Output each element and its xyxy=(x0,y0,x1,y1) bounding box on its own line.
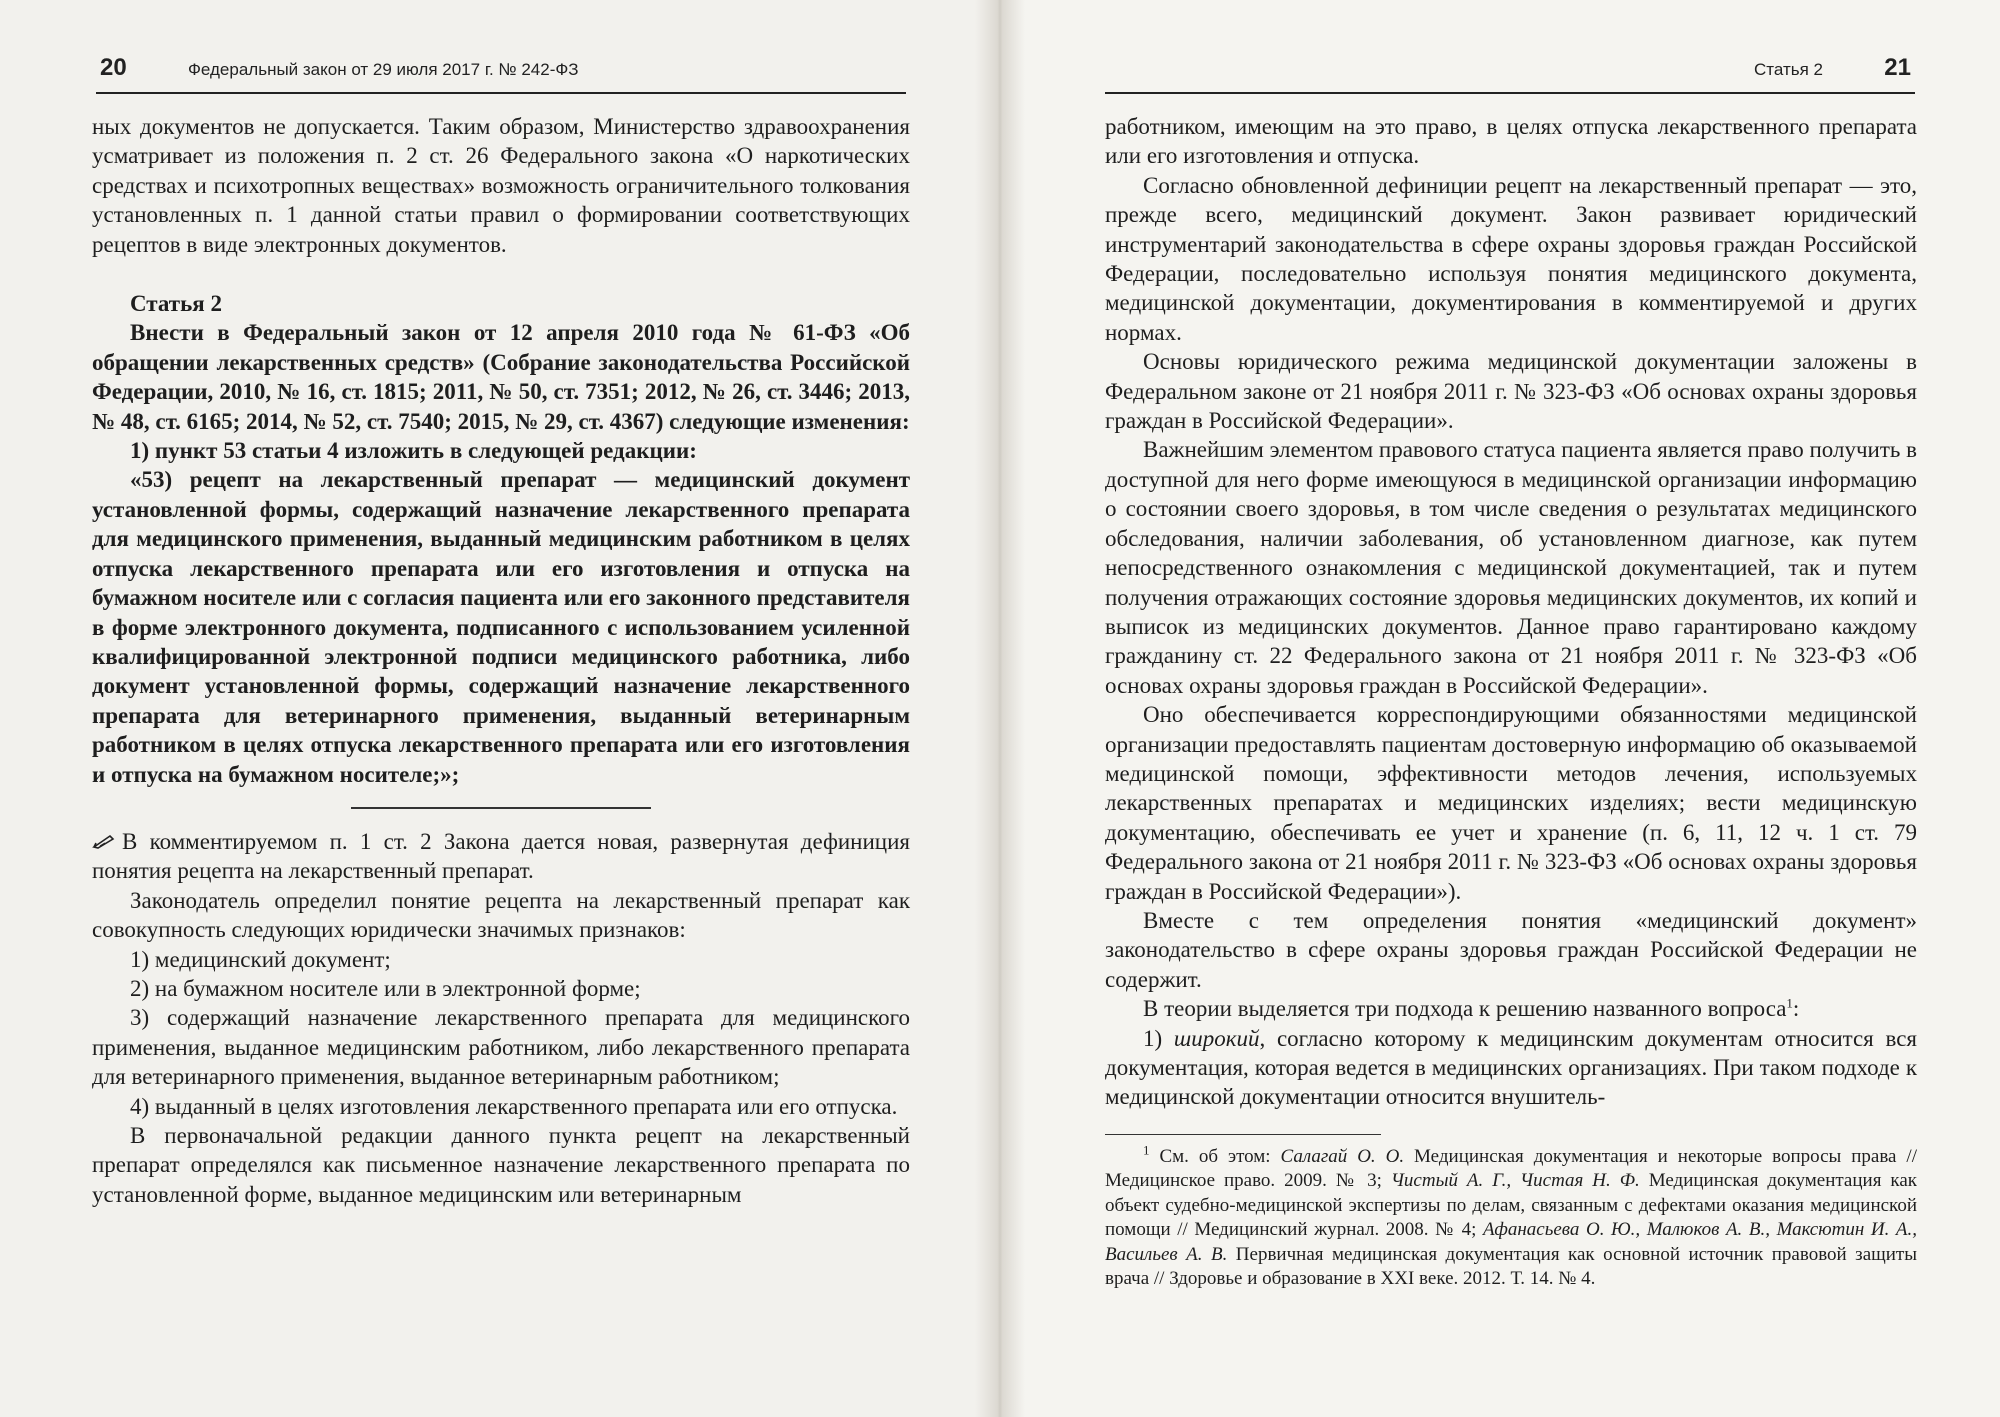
list-item: 4) выданный в целях изготовления лекарственного препарата или его отпуска. xyxy=(130,1093,898,1119)
term-italic: широкий xyxy=(1173,1025,1260,1051)
article-item: 1) пункт 53 статьи 4 изложить в следующей редакции: xyxy=(130,438,697,464)
left-running-title: Федеральный закон от 29 июля 2017 г. № 242-ФЗ xyxy=(188,60,579,79)
footnote-ref: 1 xyxy=(1786,995,1793,1011)
footnote-author: Салагай О. О. xyxy=(1280,1145,1405,1167)
footnote-author: Афанасьева О. Ю., Малюков А. В., Максютин И. А., Васильев А. В. xyxy=(1105,1219,1917,1265)
paragraph: ных документов не допускается. Таким образом, Министерство здравоохранения усматривает из положения п. 2 ст. 26 Федерального закона «О наркотических средствах и психотропных веществах» возможность ограничительного толкования установленных п. 1 данной статьи правил о формировании соответствующих рецептов в виде электронных документов. xyxy=(92,114,910,257)
right-page-number: 21 xyxy=(1884,54,1911,81)
paragraph: работником, имеющим на это право, в целях отпуска лекарственного препарата или его изготовления и отпуска. xyxy=(1105,114,1917,169)
paragraph xyxy=(1105,1024,1917,1112)
list-item: 3) содержащий назначение лекарственного препарата для медицинского применения, выданное медицинским работником, либо лекарственного препарата для ветеринарного применения, выданное ветеринарным работником; xyxy=(92,1005,910,1090)
paragraph: Вместе с тем определения понятия «медицинский документ» законодательство в сфере охраны здоровья граждан Российской Федерации не содержит. xyxy=(1105,907,1917,992)
footnote-text: Первичная медицинская документация как основной источник правовой защиты врача // Здоровье и образование в XXI веке. 2012. Т. 14. № 4. xyxy=(1105,1243,1917,1290)
footnote-author: Чистый А. Г., Чистая Н. Ф. xyxy=(1390,1170,1640,1192)
footnote-marker: 1 xyxy=(1143,1142,1150,1158)
footnote-text: См. об этом: xyxy=(1149,1145,1281,1167)
list-item: 1) медицинский документ; xyxy=(130,946,391,972)
comment-text: В комментируемом п. 1 ст. 2 Закона дается новая, развернутая дефиниция понятия рецепта на лекарственный препарат. xyxy=(92,828,910,884)
list-item: 2) на бумажном носителе или в электронной форме; xyxy=(130,975,641,1001)
article-intro: Внести в Федеральный закон от 12 апреля 2010 года № 61-ФЗ «Об обращении лекарственных средств» (Собрание законодательства Российской Федерации, 2010, № 16, ст. 1815; 2011, № 50, ст. 7351; 2012, № 26, ст. 3446; 2013, № 48, ст. 6165; 2014, № 52, ст. 7540; 2015, № 29, ст. 4367) следующие изменения: xyxy=(92,320,910,434)
header-rule xyxy=(1105,92,1915,94)
left-page-body xyxy=(92,112,910,1209)
comment-paragraph xyxy=(92,827,910,886)
article-heading: Статья 2 xyxy=(130,291,222,317)
paragraph: В первоначальной редакции данного пункта рецепт на лекарственный препарат определялся как письменное назначение лекарственного препарата по установленной форме, выданное медицинским или ветеринарным xyxy=(92,1123,910,1207)
paragraph xyxy=(1105,994,1917,1023)
section-divider xyxy=(351,807,651,809)
right-page-body xyxy=(1105,112,1917,1292)
left-page-header xyxy=(96,54,906,92)
paragraph: Оно обеспечивается корреспондирующими обязанностями медицинской организации предоставлять пациентам достоверную информацию об оказываемой медицинской помощи, эффективности методов лечения, используемых лекарственных препаратах и медицинских изделиях; вести медицинскую документацию, обеспечивать ее учет и хранение (п. 6, 11, 12 ч. 1 ст. 79 Федерального закона от 21 ноября 2011 г. № 323-ФЗ «Об основах охраны здоровья граждан в Российской Федерации»). xyxy=(1105,702,1917,904)
list-prefix: 1) xyxy=(1143,1025,1174,1051)
left-page-number: 20 xyxy=(100,54,127,81)
paragraph-end: : xyxy=(1792,996,1800,1022)
paragraph: Согласно обновленной дефиниции рецепт на лекарственный препарат — это, прежде всего, медицинский документ. Закон развивает юридический инструментарий законодательства в сфере охраны здоровья граждан Российской Федерации, последовательно используя понятия медицинского документа, медицинской документации, документирования в комментируемой и других нормах. xyxy=(1105,172,1917,345)
book-gutter xyxy=(975,0,1025,1417)
left-page xyxy=(0,0,985,1417)
header-rule xyxy=(96,92,906,94)
article-quote: «53) рецепт на лекарственный препарат — медицинский документ установленной формы, содержащий назначение лекарственного препарата для медицинского применения, выданный медицинским работником в целях отпуска лекарственного препарата или его изготовления и отпуска на бумажном носителе или с согласия пациента или его законного представителя в форме электронного документа, подписанного с использованием усиленной квалифицированной электронной подписи медицинского работника, либо документ установленной формы, содержащий назначение лекарственного препарата для ветеринарного применения, выданный ветеринарным работником в целях отпуска лекарственного препарата или его изготовления и отпуска на бумажном носителе;»; xyxy=(92,467,910,787)
paragraph-text: , согласно которому к медицинским документам относится вся документация, которая ведется в медицинских организациях. При таком подходе к медицинской документации относится внушитель- xyxy=(1105,1025,1917,1110)
right-running-title: Статья 2 xyxy=(1754,60,1823,79)
footnote-text: Медицинская документация и некоторые вопросы права // Медицинское право. 2009. № 3; xyxy=(1105,1145,1917,1192)
pencil-note-icon xyxy=(92,827,122,856)
footnote-text: Медицинская документация как объект судебно-медицинской экспертизы по делам, связанным с дефектами оказания медицинской помощи // Медицинский журнал. 2008. № 4; xyxy=(1105,1170,1917,1241)
paragraph-text: В теории выделяется три подхода к решению названного вопроса xyxy=(1143,996,1787,1022)
paragraph: Законодатель определил понятие рецепта на лекарственный препарат как совокупность следующих юридически значимых признаков: xyxy=(92,887,910,943)
footnote-rule xyxy=(1105,1134,1381,1135)
footnote xyxy=(1105,1142,1917,1292)
paragraph: Важнейшим элементом правового статуса пациента является право получить в доступной для него форме имеющуюся в медицинской организации информацию о состоянии своего здоровья, в том числе сведения о результатах медицинского обследования, наличии заболевания, об установленном диагнозе, как путем непосредственного ознакомления с медицинской документацией, так и путем получения отражающих состояние здоровья медицинских документов, их копий и выписок из медицинских документов. Данное право гарантировано каждому гражданину ст. 22 Федерального закона от 21 ноября 2011 г. № 323-ФЗ «Об основах охраны здоровья граждан в Российской Федерации». xyxy=(1105,437,1917,698)
right-page-header xyxy=(1105,54,1915,92)
paragraph: Основы юридического режима медицинской документации заложены в Федеральном законе от 21 ноября 2011 г. № 323-ФЗ «Об основах охраны здоровья граждан в Российской Федерации». xyxy=(1105,349,1917,434)
right-page xyxy=(1000,0,2000,1417)
